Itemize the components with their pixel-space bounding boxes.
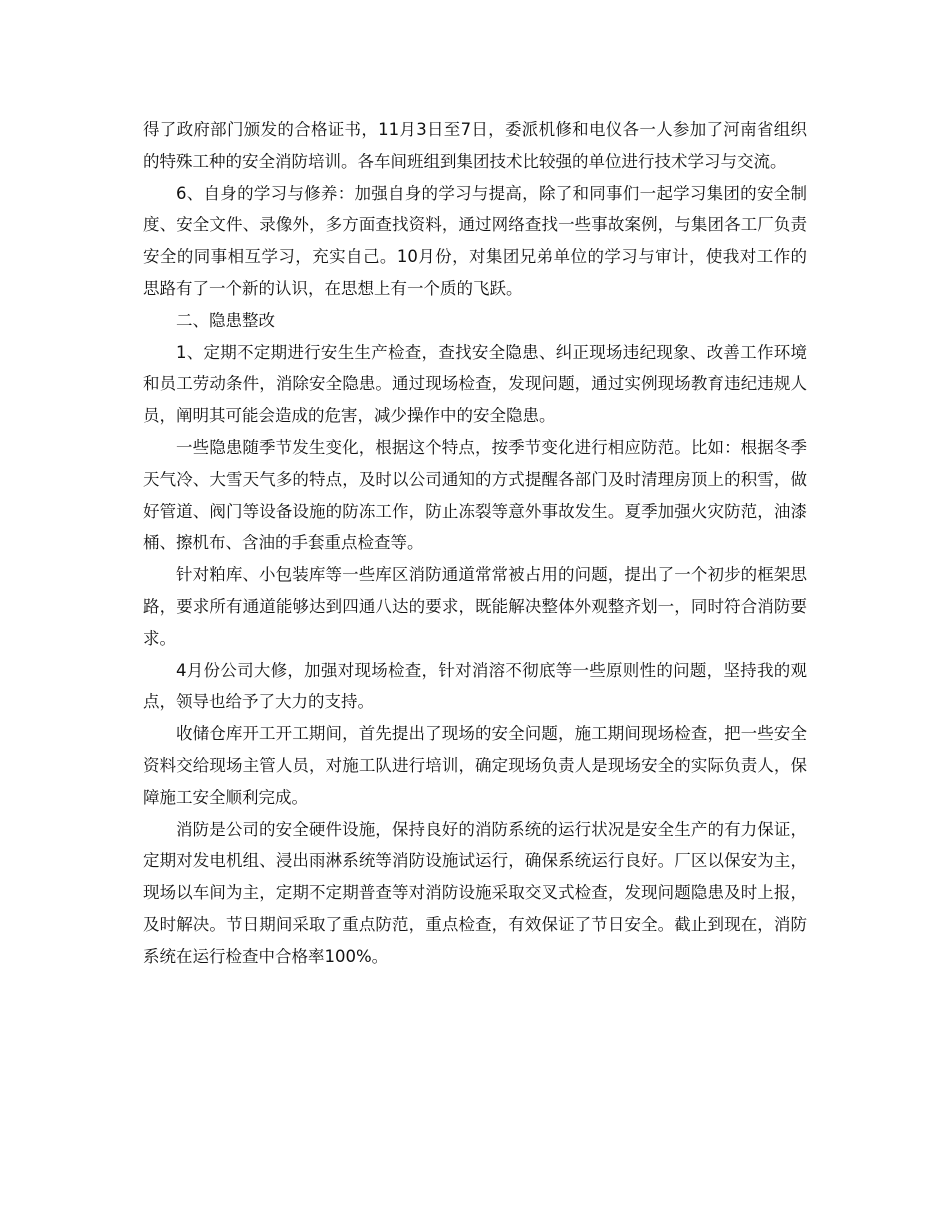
paragraph-certificates: 得了政府部门颁发的合格证书，11月3日至7日，委派机修和电仪各一人参加了河南省组织的特殊工种的安全消防培训。各车间班组到集团技术比较强的单位进行技术学习与交流。 <box>143 120 807 171</box>
paragraph-regular-inspection: 1、定期不定期进行安生生产检查，查找安全隐患、纠正现场违纪现象、改善工作环境和员工劳动条件，消除安全隐患。通过现场检查，发现问题，通过实例现场教育违纪违规人员，阐明其可能会造成的危害，减少操作中的安全隐患。 <box>143 342 807 426</box>
paragraph-fire-passages: 针对粕库、小包装库等一些库区消防通道常常被占用的问题，提出了一个初步的框架思路，要求所有通道能够达到四通八达的要求，既能解决整体外观整齐划一，同时符合消防要求。 <box>143 565 807 648</box>
paragraph-fire-system: 消防是公司的安全硬件设施，保持良好的消防系统的运行状况是安全生产的有力保证，定期对发电机组、浸出雨淋系统等消防设施试运行，确保系统运行良好。厂区以保安为主，现场以车间为主，定期不定期普查等对消防设施采取交叉式检查，发现问题隐患及时上报，及时解决。节日期间采取了重点防范，重点检查，有效保证了节日安全。截止到现在，消防系统在运行检查中合格率100%。 <box>143 819 807 966</box>
paragraph-april-overhaul: 4月份公司大修，加强对现场检查，针对消溶不彻底等一些原则性的问题，坚持我的观点，领导也给予了大力的支持。 <box>143 660 807 712</box>
paragraph-self-study: 6、自身的学习与修养：加强自身的学习与提高，除了和同事们一起学习集团的安全制度、安全文件、录像外，多方面查找资料，通过网络查找一些事故案例，与集团各工厂负责安全的同事相互学习，充实自己。10月份，对集团兄弟单位的学习与审计，使我对工作的思路有了一个新的认识，在思想上有一个质的飞跃。 <box>143 183 807 298</box>
paragraph-seasonal-hazards: 一些隐患随季节发生变化，根据这个特点，按季节变化进行相应防范。比如：根据冬季天气冷、大雪天气多的特点，及时以公司通知的方式提醒各部门及时清理房顶上的积雪，做好管道、阀门等设备设施的防冻工作，防止冻裂等意外事故发生。夏季加强火灾防范，油漆桶、擦机布、含油的手套重点检查等。 <box>143 437 807 553</box>
section-heading-hazard-rectification: 二、隐患整改 <box>176 310 275 330</box>
document-body <box>143 114 807 973</box>
paragraph-warehouse-construction: 收储仓库开工开工期间，首先提出了现场的安全问题，施工期间现场检查，把一些安全资料交给现场主管人员，对施工队进行培训，确定现场负责人是现场安全的实际负责人，保障施工安全顺利完成。 <box>143 724 807 807</box>
